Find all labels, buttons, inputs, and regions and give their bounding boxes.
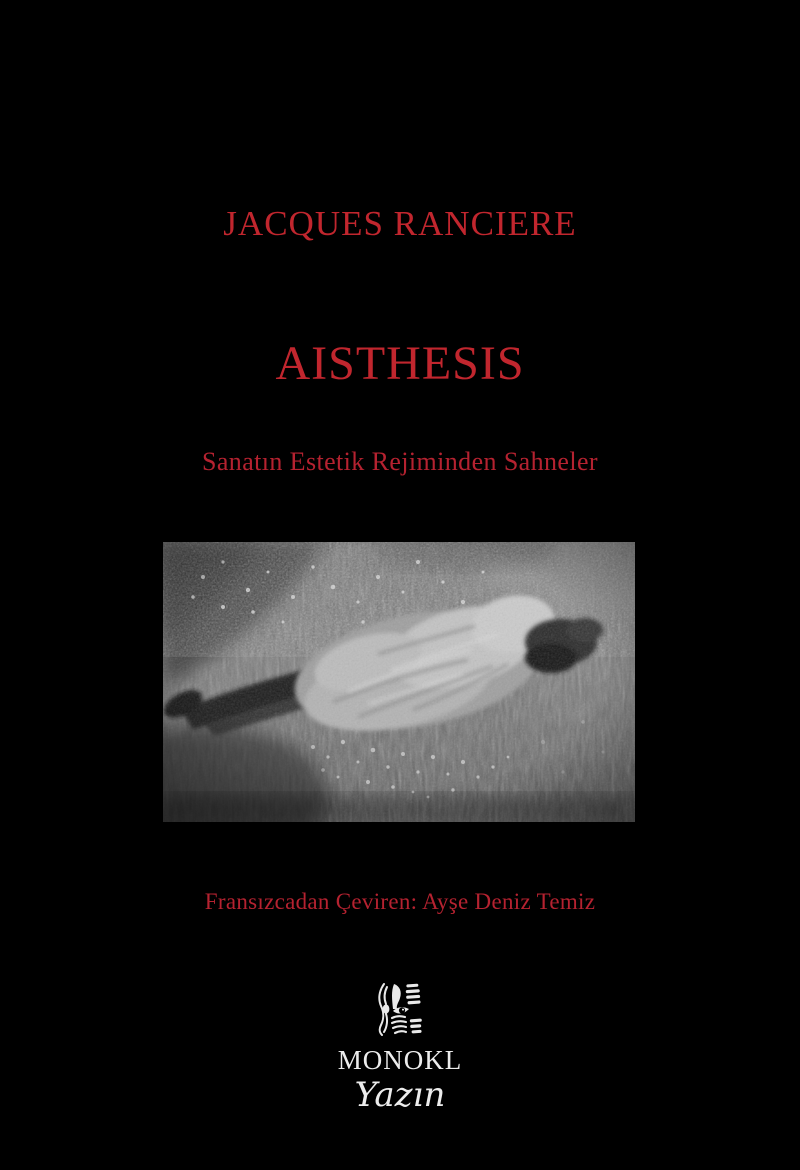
book-subtitle: Sanatın Estetik Rejiminden Sahneler	[202, 447, 598, 476]
cover-photo	[163, 542, 635, 822]
book-title: AISTHESIS	[275, 337, 525, 390]
monokl-logo-icon	[372, 981, 424, 1038]
publisher-name: MONOKL	[337, 1045, 463, 1075]
film-still-illustration	[163, 542, 635, 822]
imprint-name: Yazın	[354, 1075, 446, 1115]
author-name: JACQUES RANCIERE	[223, 204, 577, 243]
translator-credit: Fransızcadan Çeviren: Ayşe Deniz Temiz	[204, 889, 596, 914]
